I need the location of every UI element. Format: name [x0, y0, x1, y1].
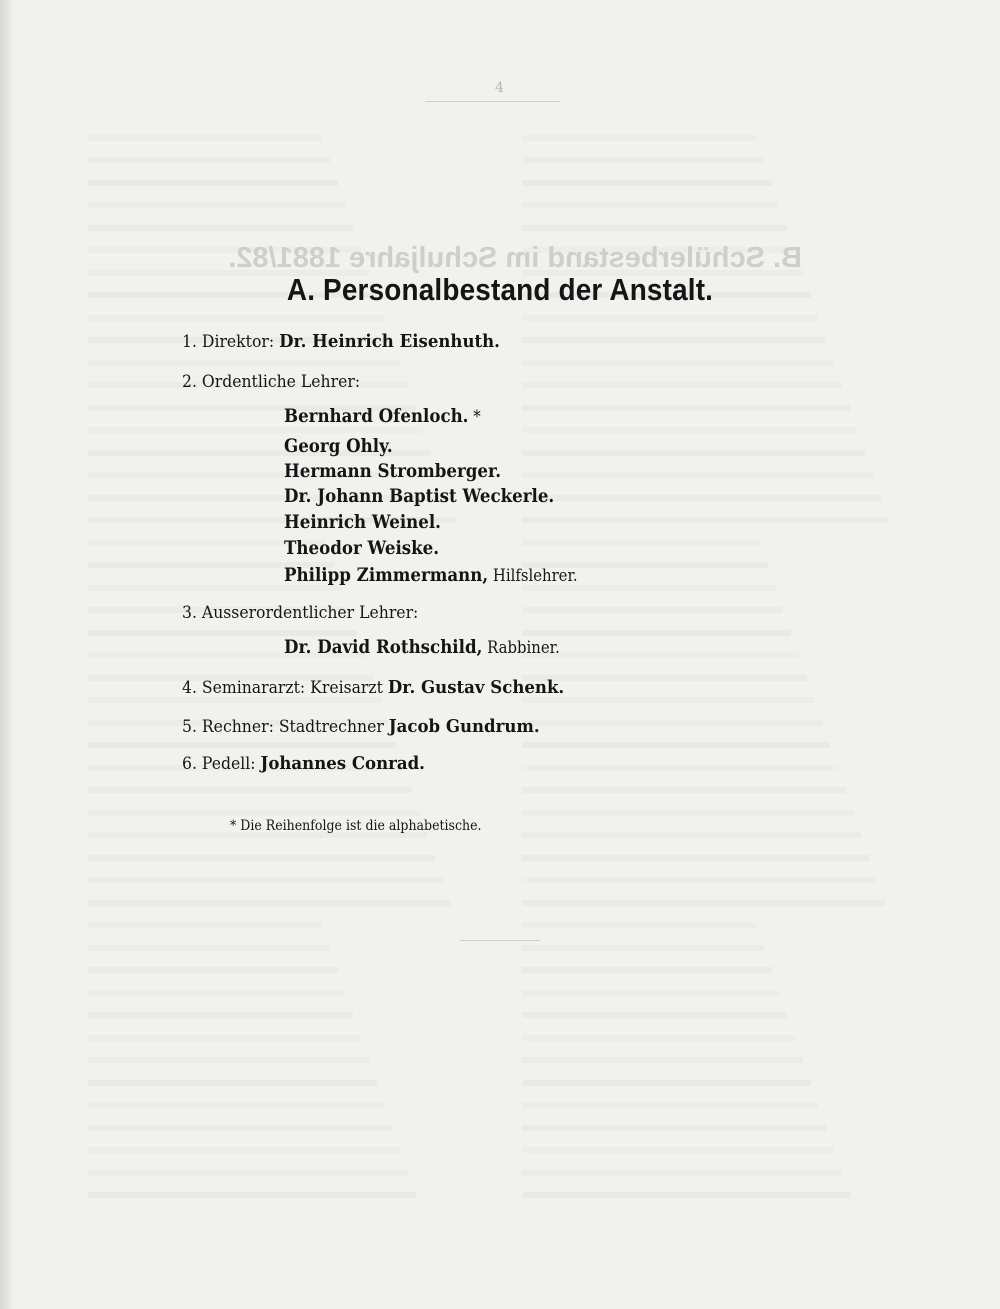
bleed-through-line — [88, 906, 322, 929]
bleed-through-line — [522, 321, 826, 344]
seminar-doctor-number: 4. — [182, 678, 197, 698]
bleed-through-line — [88, 838, 435, 861]
bleed-through-line — [522, 1153, 842, 1176]
bleed-through-line — [522, 793, 854, 816]
bleed-through-line — [522, 208, 787, 231]
extraordinary-teacher-heading — [182, 603, 418, 623]
bleed-through-line — [522, 1131, 834, 1154]
bleed-through-line — [522, 771, 846, 794]
bleed-through-line — [522, 613, 791, 636]
bleed-through-line — [522, 388, 850, 411]
accountant-number: 5. — [182, 717, 197, 737]
bleed-through-line — [522, 163, 772, 186]
bleed-through-rule — [460, 940, 540, 941]
bleed-through-line — [88, 1018, 361, 1041]
bleed-through-line — [522, 1018, 795, 1041]
bleed-through-line — [88, 928, 330, 951]
bleed-through-line — [88, 163, 338, 186]
extraordinary-teacher-entry — [284, 637, 560, 658]
porter-entry — [182, 753, 425, 774]
bleed-through-line — [522, 1108, 826, 1131]
bleed-through-line — [522, 186, 779, 209]
director-entry — [182, 331, 500, 352]
teacher-name: Dr. Johann Baptist Weckerle. — [284, 486, 555, 507]
bleed-through-line — [88, 973, 345, 996]
teacher-entry — [284, 461, 501, 482]
teacher-suffix: Hilfslehrer. — [488, 566, 578, 585]
bleed-through-line — [522, 1176, 850, 1199]
teacher-name: Heinrich Weinel. — [284, 512, 441, 533]
bleed-through-line — [522, 973, 779, 996]
bleed-through-line — [88, 208, 353, 231]
teacher-entry — [284, 565, 578, 586]
teacher-name: Philipp Zimmermann, — [284, 565, 489, 586]
director-name: Dr. Heinrich Eisenhuth. — [279, 331, 500, 352]
bleed-through-line — [88, 793, 420, 816]
extraordinary-teacher-name: Dr. David Rothschild, — [284, 637, 483, 658]
bleed-through-line — [88, 996, 353, 1019]
bleed-through-line — [522, 501, 889, 524]
accountant-entry — [182, 716, 540, 737]
top-rule — [425, 101, 560, 102]
bleed-through-line — [522, 816, 861, 839]
bleed-through-line — [522, 343, 834, 366]
bleed-through-line — [88, 1153, 408, 1176]
teacher-entry — [284, 436, 393, 457]
bleed-through-line — [522, 366, 842, 389]
seminar-doctor-label: Seminararzt: — [201, 678, 306, 698]
bleed-through-line — [88, 861, 443, 884]
regular-teachers-heading — [182, 372, 360, 392]
bleed-through-line — [522, 456, 873, 479]
seminar-doctor-name: Dr. Gustav Schenk. — [387, 677, 565, 698]
accountant-role: Stadtrechner — [278, 717, 384, 737]
teacher-entry — [284, 406, 481, 427]
bleed-through-line — [88, 1176, 416, 1199]
regular-teachers-number: 2. — [182, 372, 197, 392]
teacher-name: Theodor Weiske. — [284, 538, 440, 559]
bleed-through-line — [522, 433, 865, 456]
extraordinary-teacher-label: Ausserordentlicher Lehrer: — [201, 603, 419, 623]
seminar-doctor-entry — [182, 677, 564, 698]
teacher-name: Bernhard Ofenloch. — [284, 406, 469, 427]
director-number: 1. — [182, 332, 197, 352]
porter-label: Pedell: — [201, 754, 256, 774]
bleed-through-line — [522, 1086, 818, 1109]
bleed-through-line — [522, 703, 822, 726]
bleed-through-line — [522, 411, 857, 434]
teacher-name: Hermann Stromberger. — [284, 461, 502, 482]
bleed-through-line — [522, 658, 807, 681]
footnote: * Die Reihenfolge ist die alphabetische. — [230, 818, 482, 834]
bleed-through-line — [522, 1041, 803, 1064]
bleed-through-line — [522, 591, 783, 614]
bleed-through-line — [522, 636, 799, 659]
bleed-through-line — [522, 523, 760, 546]
teacher-name: Georg Ohly. — [284, 436, 393, 457]
bleed-through-line — [522, 681, 815, 704]
bleed-through-line — [88, 118, 322, 141]
bleed-through-line — [522, 118, 756, 141]
bleed-through-line — [522, 478, 881, 501]
bleed-through-line — [88, 186, 345, 209]
teacher-suffix: * — [468, 407, 481, 426]
bleed-through-line — [88, 1131, 400, 1154]
bleed-through-line — [88, 141, 330, 164]
porter-name: Johannes Conrad. — [260, 753, 425, 774]
extraordinary-teacher-suffix: Rabbiner. — [482, 638, 560, 657]
bleed-through-line — [522, 996, 787, 1019]
bleed-through-line — [522, 906, 756, 929]
teacher-entry — [284, 512, 441, 533]
bleed-through-line — [88, 1108, 392, 1131]
director-label: Direktor: — [201, 332, 275, 352]
bleed-through-line — [522, 726, 830, 749]
teacher-entry — [284, 486, 554, 507]
page-number: 4 — [495, 80, 504, 96]
accountant-label: Rechner: — [201, 717, 274, 737]
bleed-through-heading: B. Schülerbestand im Schuljahre 1881/82. — [228, 242, 802, 274]
bleed-through-line — [88, 1063, 377, 1086]
bleed-through-line — [522, 748, 838, 771]
page-edge-shadow — [0, 0, 14, 1309]
bleed-through-line — [88, 1086, 384, 1109]
bleed-through-line — [88, 883, 451, 906]
accountant-name: Jacob Gundrum. — [388, 716, 540, 737]
regular-teachers-label: Ordentliche Lehrer: — [201, 372, 361, 392]
bleed-through-line — [522, 1063, 811, 1086]
porter-number: 6. — [182, 754, 197, 774]
bleed-through-line — [522, 141, 764, 164]
teacher-entry — [284, 538, 439, 559]
bleed-through-line — [88, 951, 338, 974]
bleed-through-line — [522, 951, 772, 974]
bleed-through-line — [522, 928, 764, 951]
seminar-doctor-role: Kreisarzt — [310, 678, 383, 698]
bleed-through-line — [522, 883, 885, 906]
page-title: A. Personalbestand der Anstalt. — [286, 272, 714, 307]
bleed-through-line — [522, 861, 877, 884]
bleed-through-line — [522, 838, 869, 861]
bleed-through-line — [88, 1041, 369, 1064]
extraordinary-teacher-number: 3. — [182, 603, 197, 623]
